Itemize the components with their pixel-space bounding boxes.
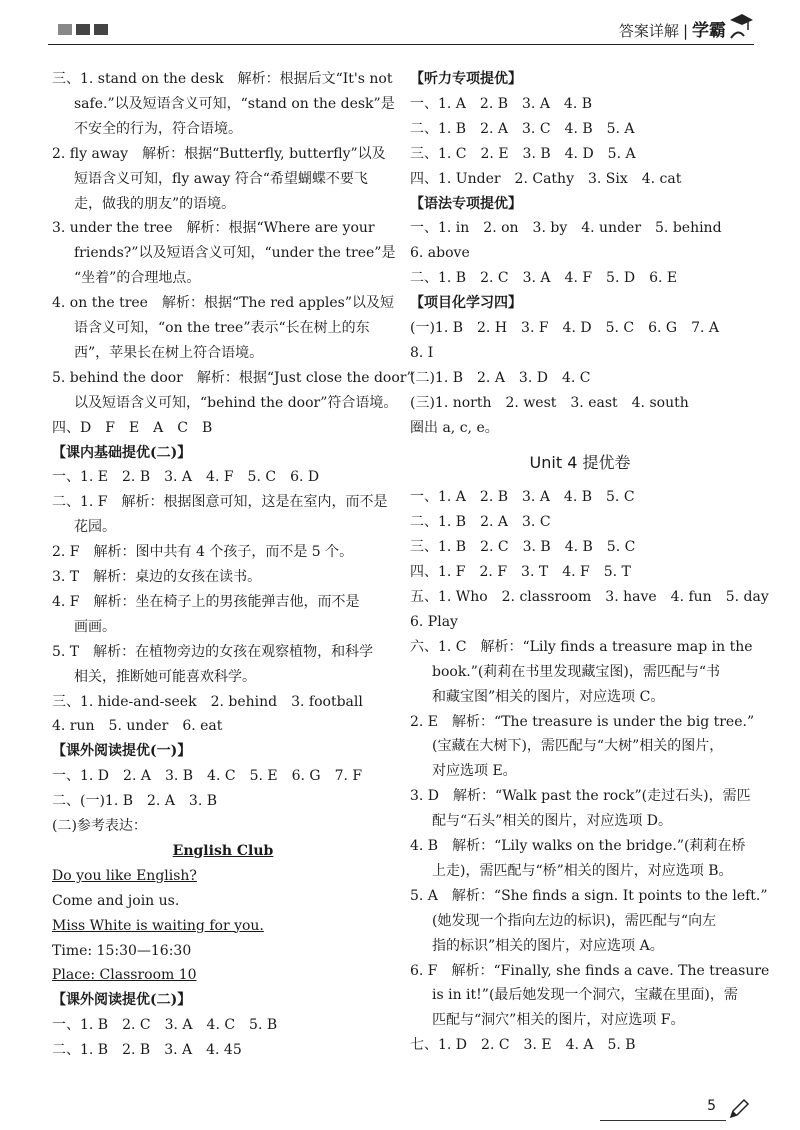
text-line: 一、1. D 2. A 3. B 4. C 5. E 6. G 7. F: [52, 768, 363, 785]
section-heading: 【语法专项提优】: [410, 195, 522, 212]
text-line: 三、1. hide-and-seek 2. behind 3. football: [52, 693, 363, 710]
text-line: (二)1. B 2. A 3. D 4. C: [410, 369, 591, 386]
text-line: 3. D 解析：“Walk past the rock”(走过石头)，需匹: [410, 788, 751, 805]
text-line: 走，做我的朋友”的语境。: [74, 195, 236, 212]
text-line: is in it!”(最后她发现一个洞穴，宝藏在里面)，需: [432, 987, 738, 1004]
section-heading: 【项目化学习四】: [410, 295, 522, 312]
text-line: 不安全的行为，符合语境。: [74, 120, 242, 137]
text-line: 4. F 解析：坐在椅子上的男孩能弹吉他，而不是: [52, 593, 360, 610]
page-number: 5: [707, 1098, 716, 1114]
text-line: 6. above: [410, 245, 470, 262]
text-line: 画画。: [74, 618, 116, 635]
header-brand: 学霸: [692, 21, 726, 41]
section-heading: 【听力专项提优】: [410, 71, 522, 87]
pencil-icon: [728, 1098, 750, 1120]
text-line: 一、1. A 2. B 3. A 4. B: [410, 95, 593, 112]
section-heading: 【课外阅读提优(二)】: [52, 992, 192, 1009]
text-line: (宝藏在大树下)，需匹配与“大树”相关的图片，: [432, 738, 724, 755]
text-line: 2. E 解析：“The treasure is under the big tree.”: [410, 713, 755, 730]
text-line: 短语含义可知，fly away 符合“希望蝴蝶不要飞: [74, 170, 368, 187]
text-line: 5. A 解析：“She finds a sign. It points to the left.”: [410, 887, 768, 904]
text-line: 花园。: [74, 519, 116, 536]
text-line: 2. fly away 解析：根据“Butterfly, butterfly”以及: [52, 145, 386, 162]
text-line: 西”，苹果长在树上符合语境。: [74, 344, 264, 361]
text-line: (一)1. B 2. H 3. F 4. D 5. C 6. G 7. A: [410, 320, 720, 336]
header-squares: [58, 24, 108, 35]
text-line: 相关，推断她可能喜欢科学。: [74, 668, 256, 685]
section-heading: 【课内基础提优(二)】: [52, 444, 192, 461]
text-line: 四、1. F 2. F 3. T 4. F 5. T: [410, 564, 631, 581]
text-line: Time: 15:30—16:30: [52, 942, 192, 959]
text-line: 5. behind the door 解析：根据“Just close the door”: [52, 369, 414, 386]
text-line: 对应选项 E。: [432, 763, 517, 780]
text-line: 二、1. B 2. C 3. A 4. F 5. D 6. E: [410, 270, 678, 287]
text-line: 一、1. A 2. B 3. A 4. B 5. C: [410, 489, 635, 506]
text-line: Miss White is waiting for you.: [52, 917, 264, 934]
text-line: (二)参考表达：: [52, 818, 147, 834]
text-line: 语含义可知，“on the tree”表示“长在树上的东: [74, 320, 370, 336]
text-line: 6. F 解析：“Finally, she finds a cave. The treasure: [410, 962, 770, 979]
text-line: 二、1. B 2. A 3. C: [410, 514, 551, 531]
text-line: 8. I: [410, 344, 434, 361]
text-line: 一、1. B 2. C 3. A 4. C 5. B: [52, 1017, 278, 1034]
text-line: 指的标识”相关的图片，对应选项 A。: [432, 937, 664, 954]
text-line: Do you like English?: [52, 867, 197, 884]
text-line: 4. B 解析：“Lily walks on the bridge.”(莉莉在桥: [410, 838, 746, 854]
text-line: 七、1. D 2. C 3. E 4. A 5. B: [410, 1037, 636, 1054]
text-line: 上走)，需匹配与“桥”相关的图片，对应选项 B。: [432, 862, 733, 879]
page-header: [48, 10, 754, 46]
text-line: 四、D F E A C B: [52, 419, 213, 436]
text-line: 四、1. Under 2. Cathy 3. Six 4. cat: [410, 170, 682, 187]
text-line: 5. T 解析：在植物旁边的女孩在观察植物，和科学: [52, 643, 374, 660]
text-line: 二、1. B 2. B 3. A 4. 45: [52, 1042, 242, 1059]
text-line: 一、1. in 2. on 3. by 4. under 5. behind: [410, 220, 722, 237]
text-line: 和藏宝图”相关的图片，对应选项 C。: [432, 688, 665, 705]
text-line: Place: Classroom 10: [52, 967, 197, 984]
text-line: 以及短语含义可知，“behind the door”符合语境。: [74, 394, 398, 411]
text-line: 三、1. B 2. C 3. B 4. B 5. C: [410, 539, 636, 556]
text-line: 二、(一)1. B 2. A 3. B: [52, 793, 218, 810]
header-text: 答案详解 | 学霸: [618, 21, 726, 41]
text-line: friends?”以及短语含义可知，“under the tree”是: [74, 245, 396, 262]
footer-rule: [600, 1120, 726, 1121]
section-title: Unit 4 提优卷: [529, 452, 631, 472]
text-line: (她发现一个指向左边的标识)，需匹配与“向左: [432, 912, 717, 929]
section-heading: 【课外阅读提优(一)】: [52, 743, 192, 760]
text-line: 4. run 5. under 6. eat: [52, 718, 223, 735]
text-line: safe.”以及短语含义可知，“stand on the desk”是: [74, 95, 395, 112]
graduation-cap-icon: [728, 10, 754, 40]
header-rule: [48, 44, 754, 45]
text-line: 三、1. C 2. E 3. B 4. D 5. A: [410, 145, 636, 162]
text-line: book.”(莉莉在书里发现藏宝图)，需匹配与“书: [432, 663, 720, 680]
text-line: 二、1. F 解析：根据图意可知，这是在室内，而不是: [52, 494, 388, 511]
text-line: 一、1. E 2. B 3. A 4. F 5. C 6. D: [52, 469, 320, 486]
text-line: 3. T 解析：桌边的女孩在读书。: [52, 569, 262, 585]
text-line: 圈出 a, c, e。: [410, 419, 499, 436]
text-line: 4. on the tree 解析：根据“The red apples”以及短: [52, 295, 394, 312]
text-line: 三、1. stand on the desk 解析：根据后文“It's not: [52, 71, 393, 87]
text-line: 二、1. B 2. A 3. C 4. B 5. A: [410, 120, 635, 137]
text-line: 六、1. C 解析：“Lily finds a treasure map in the: [410, 638, 753, 655]
section-heading: English Club: [172, 842, 274, 859]
text-line: 五、1. Who 2. classroom 3. have 4. fun 5. day: [410, 589, 769, 605]
text-line: 匹配与“洞穴”相关的图片，对应选项 F。: [432, 1012, 685, 1029]
text-line: 6. Play: [410, 613, 458, 630]
text-line: Come and join us.: [52, 892, 180, 909]
text-line: 配与“石头”相关的图片，对应选项 D。: [432, 813, 672, 830]
header-section: 答案详解: [618, 22, 679, 40]
text-line: (三)1. north 2. west 3. east 4. south: [410, 394, 689, 411]
text-line: “坐着”的合理地点。: [74, 270, 201, 287]
text-line: 2. F 解析：图中共有 4 个孩子，而不是 5 个。: [52, 544, 354, 561]
text-line: 3. under the tree 解析：根据“Where are your: [52, 220, 375, 237]
